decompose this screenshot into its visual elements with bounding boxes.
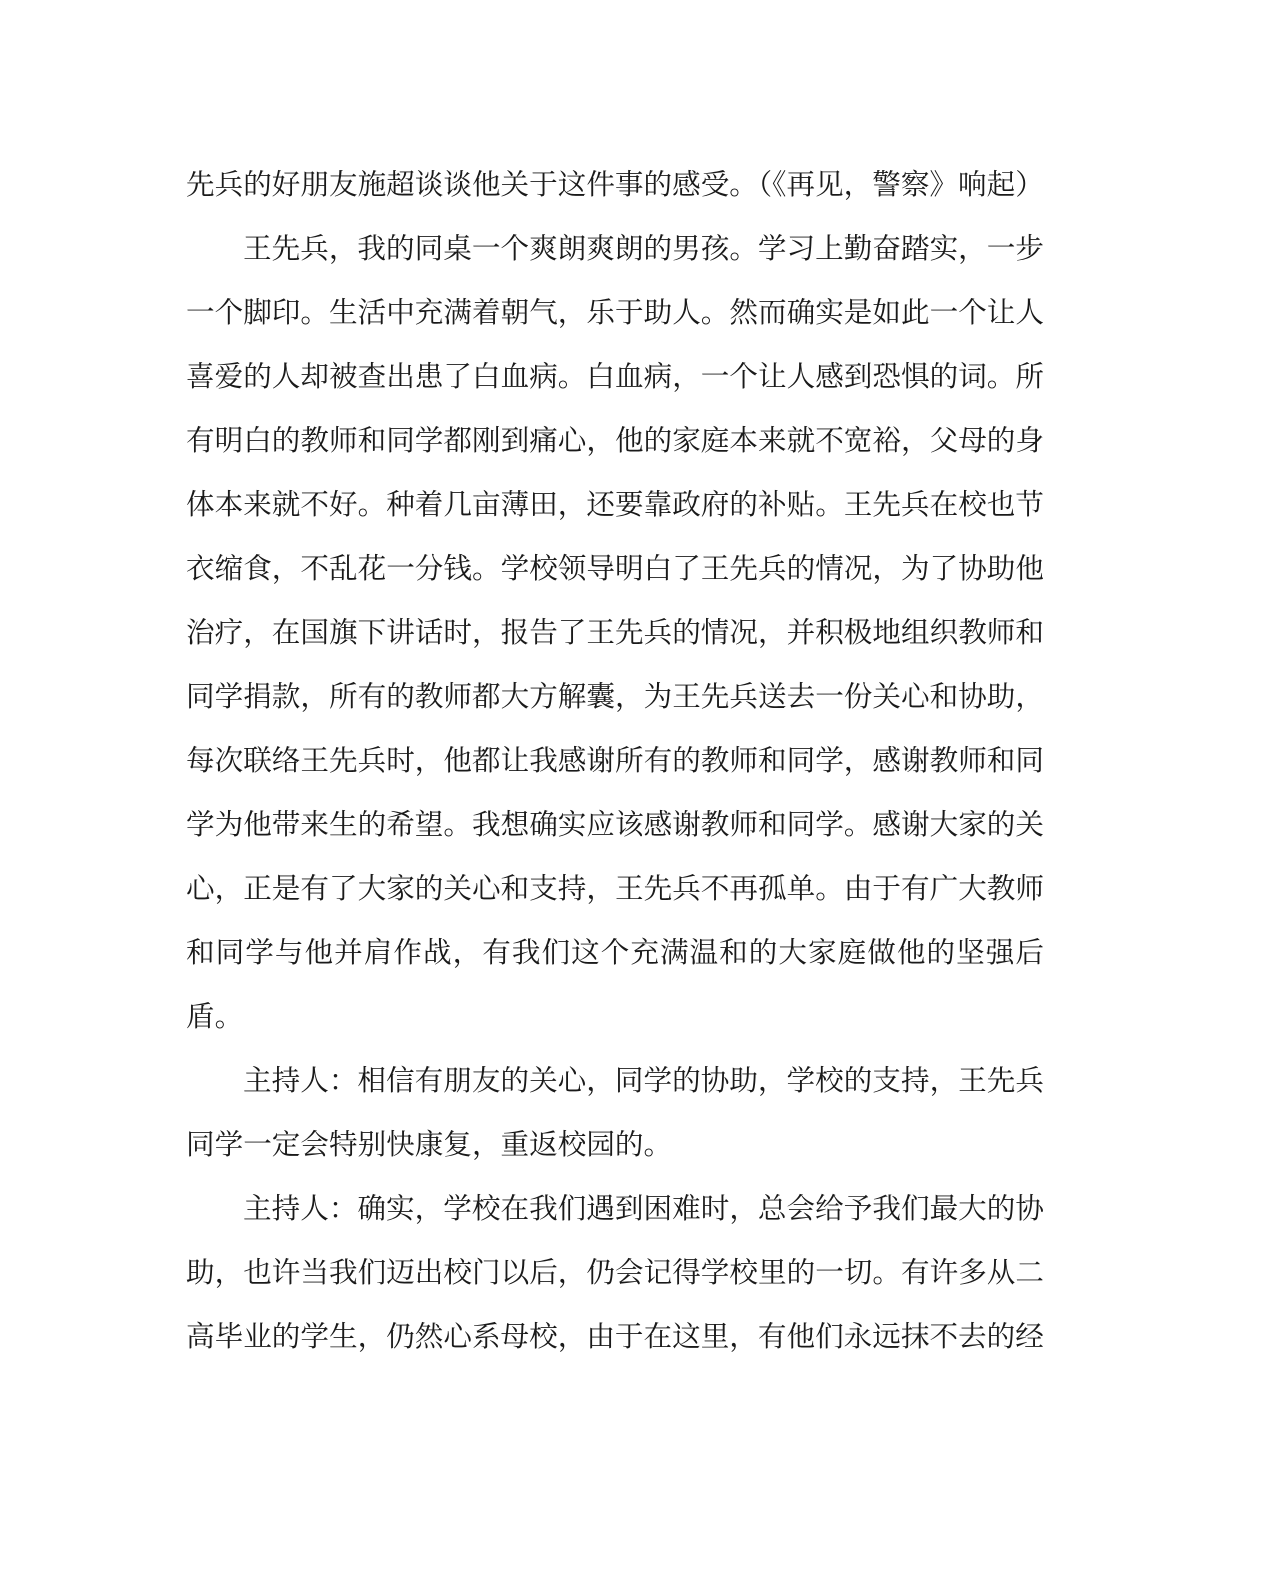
document-body: [186, 152, 1044, 1368]
paragraph-host-remark-2: 主持人：确实，学校在我们遇到困难时，总会给予我们最大的协助，也许当我们迈出校门以后，仍会记得学校里的一切。有许多从二高毕业的学生，仍然心系母校，由于在这里，有他们永远抹不去的经: [186, 1191, 1044, 1353]
paragraph-continuation: 先兵的好朋友施超谈谈他关于这件事的感受。（《再见，警察》响起）: [186, 167, 1044, 201]
paragraph-host-remark-1: 主持人：相信有朋友的关心，同学的协助，学校的支持，王先兵同学一定会特别快康复，重返校园的。: [186, 1063, 1044, 1161]
paragraph-classmate-story: 王先兵，我的同桌一个爽朗爽朗的男孩。学习上勤奋踏实，一步一个脚印。生活中充满着朝气，乐于助人。然而确实是如此一个让人喜爱的人却被查出患了白血病。白血病，一个让人感到恐惧的词。所有明白的教师和同学都刚到痛心，他的家庭本来就不宽裕，父母的身体本来就不好。种着几亩薄田，还要靠政府的补贴。王先兵在校也节衣缩食，不乱花一分钱。学校领导明白了王先兵的情况，为了协助他治疗，在国旗下讲话时，报告了王先兵的情况，并积极地组织教师和同学捐款，所有的教师都大方解囊，为王先兵送去一份关心和协助，每次联络王先兵时，他都让我感谢所有的教师和同学，感谢教师和同学为他带来生的希望。我想确实应该感谢教师和同学。感谢大家的关心，正是有了大家的关心和支持，王先兵不再孤单。由于有广大教师和同学与他并肩作战，有我们这个充满温和的大家庭做他的坚强后盾。: [186, 231, 1044, 1033]
